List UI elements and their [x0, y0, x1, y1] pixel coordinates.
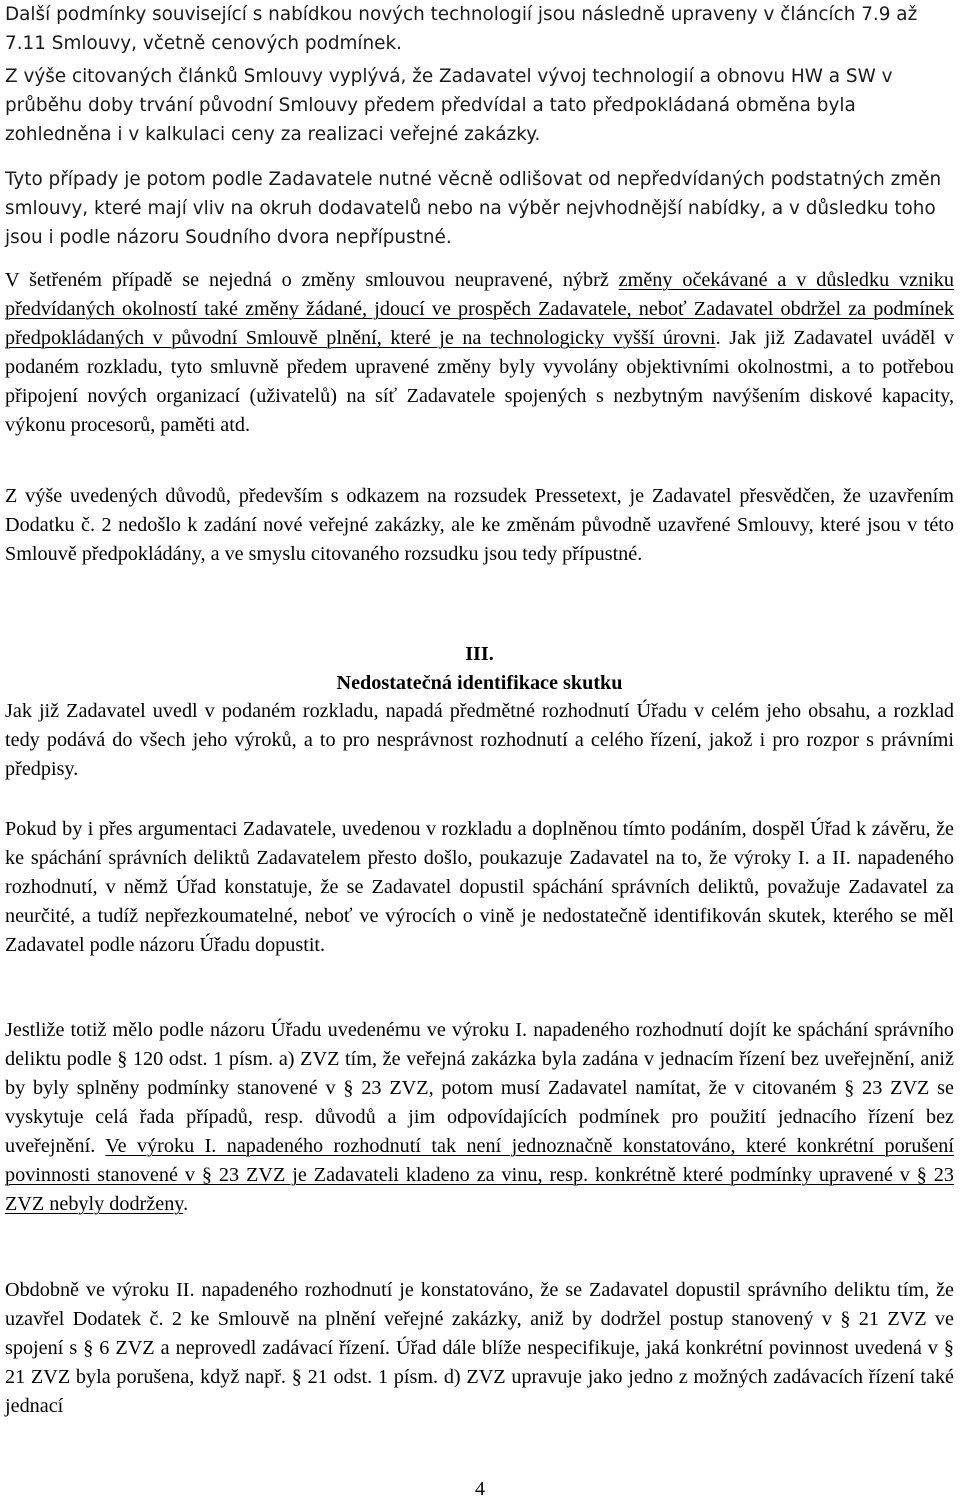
paragraph-4 — [5, 266, 954, 440]
paragraph-7: Pokud by i přes argumentaci Zadavatele, uvedenou v rozkladu a doplněnou tímto podáním, dospěl Úřad k závěru, že ke spáchání správních deliktů Zadavatelem přesto došlo, poukazuje Zadavatel na to, že výroky I. a II. napadeného rozhodnutí, v němž Úřad konstatuje, že se Zadavatel dopustil spáchání správních deliktů, považuje Zadavatel za neurčité, a tudíž nepřezkoumatelné, neboť ve výrocích o vině je nedostatečně identifikován skutek, kterého se měl Zadavatel podle názoru Úřadu dopustit. — [5, 818, 954, 956]
section-title: Nedostatečná identifikace skutku — [336, 672, 623, 694]
paragraph-4-lead: V šetřeném případě se nejedná o změny smlouvou neupravené, nýbrž — [5, 269, 619, 291]
paragraph-5: Z výše uvedených důvodů, především s odkazem na rozsudek Pressetext, je Zadavatel přesvědčen, že uzavřením Dodatku č. 2 nedošlo k zadání nové veřejné zakázky, ale ke změnám původně uzavřené Smlouvy, které jsou v této Smlouvě předpokládány, a ve smyslu citovaného rozsudku jsou tedy přípustné. — [5, 485, 954, 565]
paragraph-4-tail: . Jak již Zadavatel uváděl v podaném rozkladu, tyto smluvně předem upravené změny byly vyvolány objektivními okolnostmi, a to potřebou připojení nových organizací (uživatelů) na síť Zadavatele spojených s nezbytným navýšením diskové kapacity, výkonu procesorů, paměti atd. — [5, 327, 954, 436]
paragraph-2: Z výše citovaných článků Smlouvy vyplývá, že Zadavatel vývoj technologií a obnovu HW a SW v průběhu doby trvání původní Smlouvy předem předvídal a tato předpokládaná obměna byla zohledněna i v kalkulaci ceny za realizaci veřejné zakázky. — [5, 66, 893, 145]
paragraph-4-underlined: změny očekávané a v důsledku vzniku předvídaných okolností také změny žádané, jdoucí ve prospěch Zadavatele, neboť Zadavatel obdržel za podmínek předpokládaných v původní Smlouvě plnění, které je na technologicky vyšší úrovni — [5, 269, 954, 349]
paragraph-9: Obdobně ve výroku II. napadeného rozhodnutí je konstatováno, že se Zadavatel dopustil správního deliktu tím, že uzavřel Dodatek č. 2 ke Smlouvě na plnění veřejné zakázky, aniž by dodržel postup stanovený v § 21 ZVZ ve spojení s § 6 ZVZ a neprovedl zadávací řízení. Úřad dále blíže nespecifikuje, jaká konkrétní povinnost uvedená v § 21 ZVZ byla porušena, když např. § 21 odst. 1 písm. d) ZVZ upravuje jako jedno z možných zadávacích řízení také jednací — [5, 1279, 954, 1417]
paragraph-8-lead: Jestliže totiž mělo podle názoru Úřadu uvedenému ve výroku I. napadeného rozhodnutí dojít ke spáchání správního deliktu podle § 120 odst. 1 písm. a) ZVZ tím, že veřejná zakázka byla zadána v jednacím řízení bez uveřejnění, aniž by byly splněny podmínky stanovené v § 23 ZVZ, potom musí Zadavatel namítat, že v citovaném § 23 ZVZ se vyskytuje celá řada případů, resp. důvodů a jim odpovídajících podmínek pro použití jednacího řízení bez uveřejnění. — [5, 1019, 954, 1157]
page-number: 4 — [475, 1478, 485, 1500]
section-number: III. — [465, 643, 494, 665]
paragraph-8 — [5, 1016, 954, 1219]
section-heading — [5, 640, 954, 698]
paragraph-3: Tyto případy je potom podle Zadavatele nutné věcně odlišovat od nepředvídaných podstatných změn smlouvy, které mají vliv na okruh dodavatelů nebo na výběr nejvhodnější nabídky, a v důsledku toho jsou i podle názoru Soudního dvora nepřípustné. — [5, 169, 942, 248]
paragraph-1: Další podmínky související s nabídkou nových technologií jsou následně upraveny v článcích 7.9 až 7.11 Smlouvy, včetně cenových podmínek. — [5, 4, 918, 54]
paragraph-8-tail: . — [183, 1193, 189, 1215]
paragraph-6: Jak již Zadavatel uvedl v podaném rozkladu, napadá předmětné rozhodnutí Úřadu v celém jeho obsahu, a rozklad tedy podává do všech jeho výroků, a to pro nesprávnost rozhodnutí a celého řízení, jakož i pro rozpor s právními předpisy. — [5, 700, 954, 780]
paragraph-8-underlined: Ve výroku I. napadeného rozhodnutí tak není jednoznačně konstatováno, které konkrétní porušení povinnosti stanovené v § 23 ZVZ je Zadavateli kladeno za vinu, resp. konkrétně které podmínky upravené v § 23 ZVZ nebyly dodrženy — [5, 1135, 954, 1215]
